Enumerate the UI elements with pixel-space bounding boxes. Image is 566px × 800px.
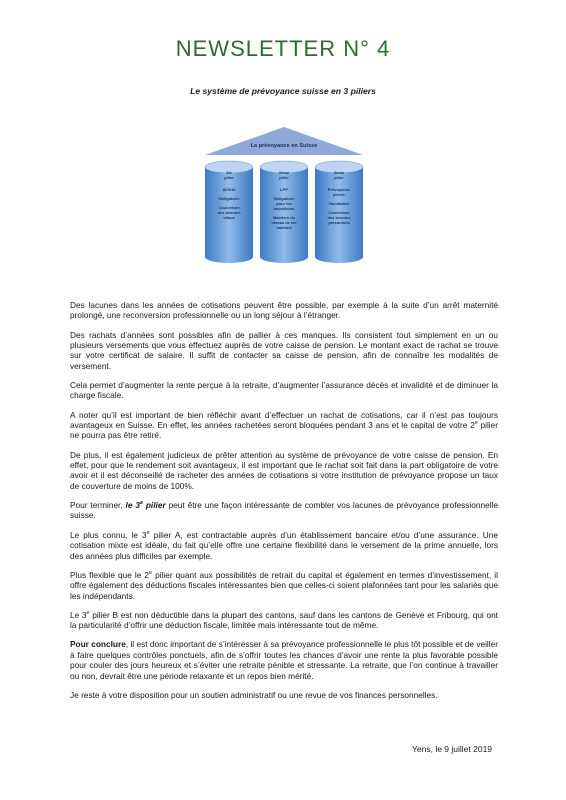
pillar-2	[260, 161, 308, 263]
pillar-1	[205, 161, 253, 263]
pillar-2-text: travailleurs	[273, 206, 295, 211]
paragraph-caisse: De plus, il est également judicieux de prêter attention au système de prévoyance de votre caisse de pension. En effet, pour que le rendement soit avantageux, il est important que le rachat soit fait dans la part obligatoire de votre avoir et il est déconseillé de racheter des années de cotisations si votre institution de prévoyance propose un taux de couverture de moins de 100%.	[70, 449, 498, 491]
newsletter-title: NEWSLETTER N° 4	[175, 36, 391, 61]
signature-date: Yens, le 9 juillet 2019	[412, 744, 493, 754]
pillar-2-text: habituel	[276, 225, 292, 230]
pillar-2-text: Maintien du	[272, 215, 296, 220]
pillar-3-text: Prévoyance	[327, 187, 351, 192]
roof-label: La prévoyance en Suisse	[250, 143, 318, 149]
pillar-2-label: 2ème	[278, 170, 290, 175]
roof-shape	[205, 127, 363, 155]
pillar-3-text: Couverture	[328, 210, 350, 215]
pillar-3	[315, 161, 363, 263]
paragraph-pilier-a: Le plus connu, le 3e pilier A, est contractable auprès d’un établissement bancaire et/ou d’une assurance. Une cotisation mixte est idéale, du fait qu’elle offre une certaine flexibilité dans le versement de la prime annuelle, lors des années plus difficiles par exemple.	[70, 529, 498, 561]
pillar-2-text: niveau de vie	[271, 220, 297, 225]
pillar-1-label: 1er	[225, 170, 233, 175]
pillar-1-text: Couverture	[218, 205, 240, 210]
pillar-1-text: des besoins	[217, 210, 241, 215]
pillar-1-text: AVS/AI	[222, 187, 236, 192]
paragraph-warning: A noter qu’il est important de bien réfléchir avant d’effectuer un rachat de cotisations, car il n’est pas toujours avantageux en Suisse. En effet, les années rachetées seront bloquées pendant 3 ans et le capital de votre 2e pilier ne pourra pas être retiré.	[70, 409, 499, 441]
pillar-3-label: 3ème	[333, 170, 345, 175]
pillar-3-label-2: pilier	[334, 175, 344, 180]
pillar-1-label-2: pilier	[224, 175, 234, 180]
pillar-2-text: Obligatoire	[273, 196, 295, 201]
pillar-2-text: LPP	[280, 187, 288, 192]
paragraph-conclusion: Pour conclure, il est donc important de s’intéresser à sa prévoyance professionnelle le plus tôt possible et de veiller à faire quelques contrôles ponctuels, afin de s’offrir toutes les chances d’avoir une rente la plus favorable possible pour couler des jours heureux et s’éviter une retraite pénible et stressante. La retraite, que l’on continue à travailler ou non, devrait être une période relaxante et un repos bien mérité.	[70, 639, 498, 681]
pillar-2-text: pour les	[276, 201, 292, 206]
three-pillars-diagram	[203, 127, 365, 270]
pillar-1-text: vitaux	[223, 215, 235, 220]
paragraph-pilier-b: Le 3e pilier B est non déductible dans la plupart des cantons, sauf dans les cantons de Genève et Fribourg, qui ont la particularité d’offrir une déduction fiscale, limitée mais intéressante tout de même.	[70, 609, 498, 631]
paragraph-3e-pilier: Pour terminer, le 3e pilier peut être une façon intéressante de combler vos lacunes de prévoyance professionnelle suisse.	[70, 500, 499, 521]
paragraph-lacunes: Des lacunes dans les années de cotisations peuvent être possible, par exemple à la suite d’un arrêt maternité prolongé, une reconversion professionnelle ou un long séjour à l’étranger.	[70, 300, 498, 321]
pillar-2-label-2: pilier	[279, 175, 289, 180]
paragraph-contact: Je reste à votre disposition pour un soutien administratif ou une revue de vos finances personnelles.	[70, 689, 438, 700]
pillar-3-text: personnels	[328, 220, 350, 225]
paragraph-flexible: Plus flexible que le 2e pilier quant aux possibilités de retrait du capital et également en termes d’investissement, il offre également des déductions fiscales intéressantes bien que celles-ci soient plafonnées tant pour les salariés que les indépendants.	[70, 569, 498, 601]
article-subtitle: Le système de prévoyance suisse en 3 piliers	[190, 86, 376, 96]
pillar-3-text: privée	[333, 192, 345, 197]
pillar-3-text: Facultative	[328, 201, 350, 206]
pillar-1-text: Obligatoire	[218, 196, 240, 201]
paragraph-benefits: Cela permet d’augmenter la rente perçue à la retraite, d’augmenter l’assurance décès et invalidité et de diminuer la charge fiscale.	[70, 380, 498, 401]
article-body	[70, 300, 498, 709]
pillar-3-text: des besoins	[327, 215, 351, 220]
paragraph-rachats: Des rachats d’années sont possibles afin de pallier à ces manques. Ils consistent tout simplement en un ou plusieurs versements que vous effectuez auprès de votre caisse de pension. Le montant exact de rachat se trouve sur votre certificat de salaire. Il suffit de contacter sa caisse de pension, afin de connaître les modalités de versement.	[70, 329, 498, 371]
rachats-highlight: Des rachats d’années sont possibles	[70, 329, 214, 340]
